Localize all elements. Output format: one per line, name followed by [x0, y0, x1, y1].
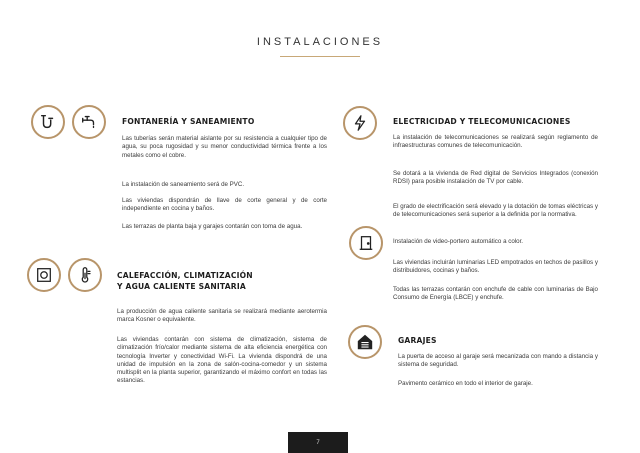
- pipe-icon: [31, 105, 65, 139]
- garajes-paragraph: La puerta de acceso al garaje será mecanizada con mando a distancia y sistema de seguridad.: [398, 353, 598, 369]
- thermometer-icon: [68, 258, 102, 292]
- electricidad-heading: ELECTRICIDAD Y TELECOMUNICACIONES: [393, 117, 571, 126]
- garajes-paragraph: Pavimento cerámico en todo el interior de garaje.: [398, 380, 533, 387]
- electricidad-paragraph: La instalación de telecomunicaciones se realizará según reglamento de infraestructuras comunes de telecomunicación.: [393, 134, 598, 150]
- electricidad-paragraph: Todas las terrazas contarán con enchufe de cable con luminarias de Bajo Consumo de Energía (LBCE) y enchufe.: [393, 286, 598, 302]
- bolt-icon: [343, 106, 377, 140]
- calefaccion-heading: CALEFACCIÓN, CLIMATIZACIÓN: [117, 271, 253, 280]
- calefaccion-paragraph: Las viviendas contarán con sistema de climatización, sistema de climatización frío/calor mediante sistema de alta eficiencia energética con tecnología Inverter y conectividad Wi-Fi. La vivienda dispondrá de una unidad de impulsión en la zona de salón-cocina-comedor y un sistema multisplit en la planta superior, garantizando el máximo confort en todas las estancias.: [117, 336, 327, 385]
- title-divider: [280, 56, 360, 57]
- fontaneria-heading: FONTANERÍA Y SANEAMIENTO: [122, 117, 255, 126]
- faucet-icon: [72, 105, 106, 139]
- electricidad-paragraph: El grado de electrificación será elevado y la dotación de tomas eléctricas y de telecomunicaciones será superior a la definida por la normativa.: [393, 203, 598, 219]
- garajes-heading: GARAJES: [398, 336, 437, 345]
- fontaneria-paragraph: Las viviendas dispondrán de llave de corte general y de corte independiente en cocina y baños.: [122, 197, 327, 213]
- door-icon: [349, 226, 383, 260]
- page-number-box: [288, 432, 348, 453]
- thermostat-icon: [27, 258, 61, 292]
- calefaccion-paragraph: La producción de agua caliente sanitaria se realizará mediante aerotermia marca Kosner o equivalente.: [117, 308, 327, 324]
- calefaccion-heading: Y AGUA CALIENTE SANITARIA: [117, 282, 246, 291]
- electricidad-paragraph: Instalación de video-portero automático a color.: [393, 238, 524, 245]
- fontaneria-paragraph: La instalación de saneamiento será de PVC.: [122, 181, 245, 188]
- garage-icon: [348, 325, 382, 359]
- electricidad-paragraph: Las viviendas incluirán luminarias LED empotrados en techos de pasillos y distribuidores, cocinas y baños.: [393, 259, 598, 275]
- fontaneria-paragraph: Las terrazas de planta baja y garajes contarán con toma de agua.: [122, 223, 303, 230]
- page-number: 7: [316, 439, 320, 446]
- electricidad-paragraph: Se dotará a la vivienda de Red digital de Servicios Integrados (conexión RDSI) para posible instalación de TV por cable.: [393, 170, 598, 186]
- fontaneria-paragraph: Las tuberías serán material aislante por su resistencia a cualquier tipo de agua, su poca rugosidad y su menor conductividad térmica frente a los metales como el cobre.: [122, 135, 327, 159]
- page-title: INSTALACIONES: [256, 36, 384, 48]
